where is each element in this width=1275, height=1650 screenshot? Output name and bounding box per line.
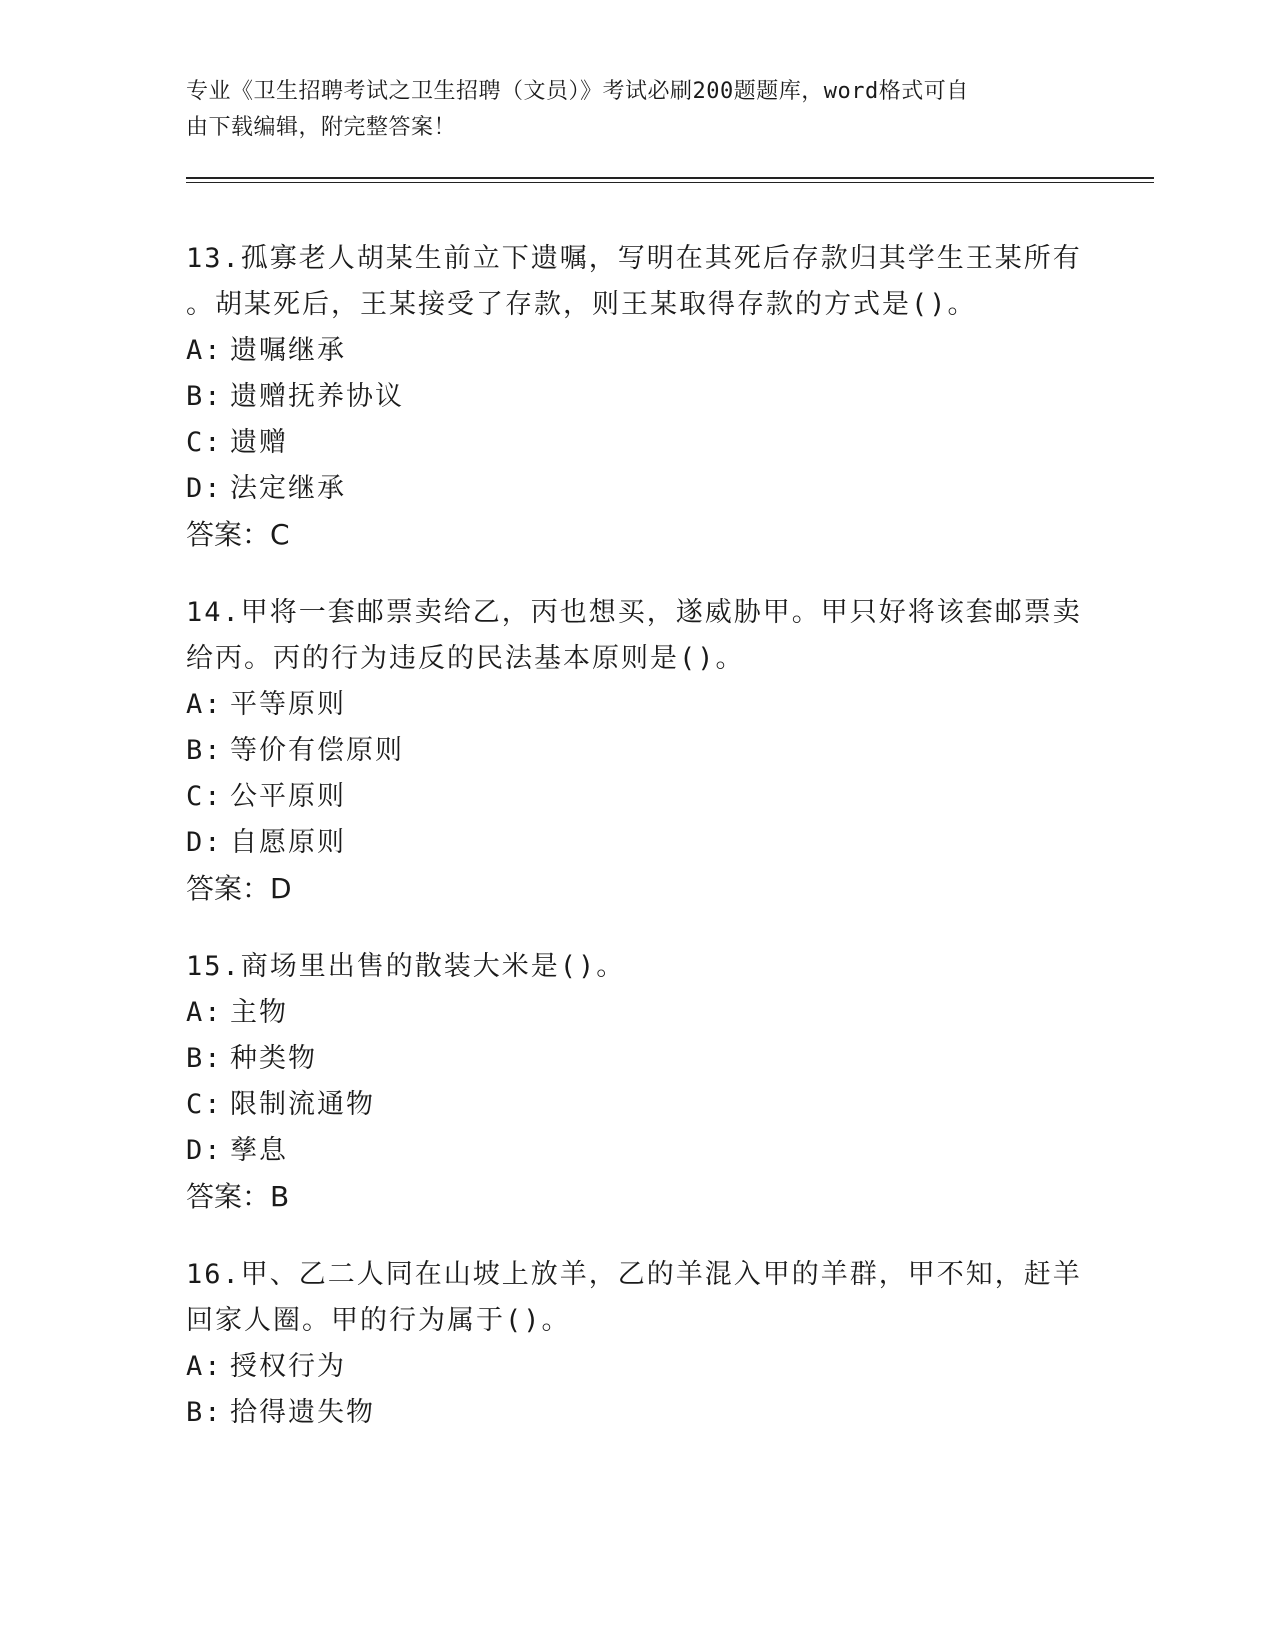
- option-text: 平等原则: [230, 689, 346, 720]
- option-text: 自愿原则: [230, 827, 346, 858]
- question-stem-line-1: 14.甲将一套邮票卖给乙，丙也想买，遂威胁甲。甲只好将该套邮票卖: [186, 597, 1082, 628]
- header-line-2: 由下载编辑，附完整答案！: [186, 115, 457, 140]
- option-letter: B:: [186, 1397, 223, 1428]
- option-text: 遗赠: [230, 427, 288, 458]
- answer-line: 答案：B: [186, 1180, 290, 1213]
- question-stem-line-1: 16.甲、乙二人同在山坡上放羊，乙的羊混入甲的羊群，甲不知，赶羊: [186, 1259, 1082, 1290]
- header-line-1: 专业《卫生招聘考试之卫生招聘（文员）》考试必刷200题题库，word格式可自: [186, 79, 969, 104]
- option-b: [186, 374, 1086, 420]
- option-text: 限制流通物: [230, 1089, 375, 1120]
- question-stem-line-2: 。胡某死后，王某接受了存款，则王某取得存款的方式是()。: [186, 289, 977, 320]
- option-text: 孳息: [230, 1135, 288, 1166]
- question-stem-line-1: 13.孤寡老人胡某生前立下遗嘱，写明在其死后存款归其学生王某所有: [186, 243, 1082, 274]
- question-list: [186, 236, 1086, 1468]
- option-letter: A:: [186, 1351, 223, 1382]
- question-14: [186, 590, 1086, 912]
- option-letter: B:: [186, 1043, 223, 1074]
- option-text: 拾得遗失物: [230, 1397, 375, 1428]
- option-text: 等价有偿原则: [230, 735, 404, 766]
- option-letter: A:: [186, 689, 223, 720]
- option-letter: C:: [186, 427, 223, 458]
- option-text: 种类物: [230, 1043, 317, 1074]
- option-d: [186, 820, 1086, 866]
- header-divider-thick: [186, 177, 1154, 179]
- option-text: 公平原则: [230, 781, 346, 812]
- option-text: 主物: [230, 997, 288, 1028]
- option-a: [186, 1344, 1086, 1390]
- option-letter: D:: [186, 473, 223, 504]
- option-d: [186, 1128, 1086, 1174]
- option-text: 遗嘱继承: [230, 335, 346, 366]
- question-16: [186, 1252, 1086, 1436]
- option-c: [186, 774, 1086, 820]
- question-stem-line-1: 15.商场里出售的散装大米是()。: [186, 951, 626, 982]
- option-c: [186, 420, 1086, 466]
- option-a: [186, 990, 1086, 1036]
- option-a: [186, 328, 1086, 374]
- option-c: [186, 1082, 1086, 1128]
- document-header: [186, 74, 1066, 146]
- option-d: [186, 466, 1086, 512]
- option-letter: A:: [186, 335, 223, 366]
- option-a: [186, 682, 1086, 728]
- answer-line: 答案：D: [186, 872, 292, 905]
- header-divider-thin: [186, 182, 1154, 183]
- question-13: [186, 236, 1086, 558]
- option-letter: C:: [186, 781, 223, 812]
- option-b: [186, 1390, 1086, 1436]
- option-letter: D:: [186, 1135, 223, 1166]
- option-letter: B:: [186, 381, 223, 412]
- option-b: [186, 1036, 1086, 1082]
- option-letter: D:: [186, 827, 223, 858]
- question-stem-line-2: 给丙。丙的行为违反的民法基本原则是()。: [186, 643, 745, 674]
- option-letter: B:: [186, 735, 223, 766]
- question-15: [186, 944, 1086, 1220]
- option-text: 法定继承: [230, 473, 346, 504]
- question-stem-line-2: 回家人圈。甲的行为属于()。: [186, 1305, 571, 1336]
- answer-line: 答案：C: [186, 518, 290, 551]
- option-b: [186, 728, 1086, 774]
- option-text: 授权行为: [230, 1351, 346, 1382]
- option-letter: A:: [186, 997, 223, 1028]
- option-letter: C:: [186, 1089, 223, 1120]
- option-text: 遗赠抚养协议: [230, 381, 404, 412]
